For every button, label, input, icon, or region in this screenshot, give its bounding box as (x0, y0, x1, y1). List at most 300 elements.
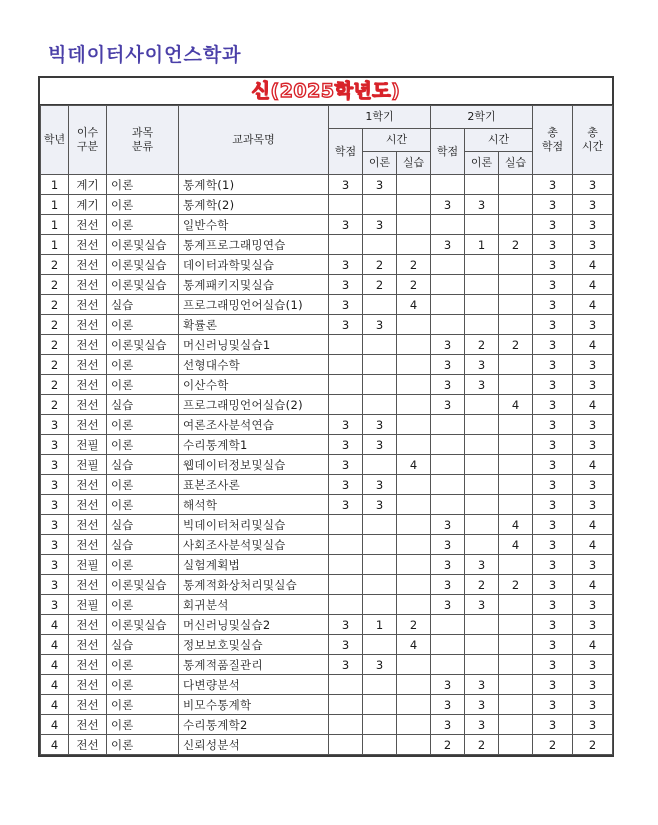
cell-course-name: 통계적화상처리및실습 (179, 575, 329, 595)
cell-subject-category: 이론및실습 (107, 575, 179, 595)
course-rows (41, 175, 613, 755)
cell-total-hours: 3 (573, 555, 613, 575)
cell-course-name: 정보보호및실습 (179, 635, 329, 655)
cell-s1-credits: 3 (329, 475, 363, 495)
cell-s2-credits: 3 (431, 195, 465, 215)
cell-s1-theory (363, 295, 397, 315)
cell-course-name: 프로그래밍언어실습(1) (179, 295, 329, 315)
cell-s2-practice: 4 (499, 535, 533, 555)
cell-total-credits: 3 (533, 695, 573, 715)
cell-total-credits: 3 (533, 715, 573, 735)
table-row (41, 355, 613, 375)
cell-total-hours: 4 (573, 295, 613, 315)
cell-s1-practice (397, 395, 431, 415)
cell-completion-type: 전선 (69, 655, 107, 675)
header-s1-hours: 시간 (363, 129, 431, 152)
cell-course-name: 수리통계학1 (179, 435, 329, 455)
cell-completion-type: 전선 (69, 515, 107, 535)
cell-subject-category: 실습 (107, 535, 179, 555)
cell-total-hours: 4 (573, 515, 613, 535)
cell-s2-theory (465, 295, 499, 315)
cell-s1-theory: 3 (363, 495, 397, 515)
cell-s1-practice (397, 675, 431, 695)
cell-s2-theory: 3 (465, 355, 499, 375)
cell-course-name: 비모수통계학 (179, 695, 329, 715)
cell-s2-credits: 3 (431, 535, 465, 555)
cell-subject-category: 이론및실습 (107, 335, 179, 355)
cell-s1-credits (329, 375, 363, 395)
cell-subject-category: 이론및실습 (107, 255, 179, 275)
cell-total-credits: 3 (533, 355, 573, 375)
cell-total-hours: 4 (573, 575, 613, 595)
cell-subject-category: 이론 (107, 475, 179, 495)
header-s2-credits: 학점 (431, 129, 465, 175)
table-row (41, 215, 613, 235)
cell-course-name: 사회조사분석및실습 (179, 535, 329, 555)
cell-subject-category: 이론 (107, 415, 179, 435)
cell-grade: 1 (41, 195, 69, 215)
cell-course-name: 데이터과학및실습 (179, 255, 329, 275)
cell-course-name: 신뢰성분석 (179, 735, 329, 755)
cell-course-name: 다변량분석 (179, 675, 329, 695)
table-header (41, 106, 613, 175)
cell-completion-type: 전선 (69, 335, 107, 355)
cell-s2-practice (499, 435, 533, 455)
cell-total-hours: 3 (573, 375, 613, 395)
cell-s2-credits (431, 435, 465, 455)
cell-s2-practice: 2 (499, 335, 533, 355)
cell-s1-theory (363, 675, 397, 695)
header-total-hours: 총 시간 (573, 106, 613, 175)
cell-s1-practice (397, 375, 431, 395)
cell-s2-theory (465, 275, 499, 295)
cell-s1-practice (397, 355, 431, 375)
cell-s2-theory: 3 (465, 675, 499, 695)
curriculum-sheet (38, 76, 614, 757)
header-semester2: 2학기 (431, 106, 533, 129)
cell-s1-practice (397, 535, 431, 555)
cell-s1-practice (397, 575, 431, 595)
cell-subject-category: 이론및실습 (107, 275, 179, 295)
cell-s2-credits: 3 (431, 575, 465, 595)
cell-s2-theory: 3 (465, 375, 499, 395)
cell-s1-practice (397, 195, 431, 215)
cell-s1-theory (363, 695, 397, 715)
cell-s2-credits (431, 455, 465, 475)
cell-completion-type: 전선 (69, 295, 107, 315)
cell-s1-theory: 3 (363, 415, 397, 435)
cell-s1-theory (363, 715, 397, 735)
cell-total-hours: 3 (573, 655, 613, 675)
cell-total-credits: 3 (533, 615, 573, 635)
cell-total-credits: 3 (533, 175, 573, 195)
cell-s2-theory: 3 (465, 195, 499, 215)
header-s2-theory: 이론 (465, 152, 499, 175)
cell-s1-practice (397, 335, 431, 355)
cell-total-credits: 2 (533, 735, 573, 755)
cell-s2-credits: 3 (431, 235, 465, 255)
cell-completion-type: 전선 (69, 735, 107, 755)
cell-s2-practice (499, 715, 533, 735)
cell-s2-practice (499, 375, 533, 395)
table-row (41, 655, 613, 675)
table-row (41, 695, 613, 715)
table-row (41, 555, 613, 575)
cell-s2-theory: 2 (465, 575, 499, 595)
cell-s1-credits (329, 595, 363, 615)
cell-s1-credits: 3 (329, 215, 363, 235)
cell-s1-theory (363, 535, 397, 555)
cell-total-credits: 3 (533, 335, 573, 355)
cell-s1-credits (329, 695, 363, 715)
cell-subject-category: 이론 (107, 175, 179, 195)
cell-subject-category: 이론 (107, 715, 179, 735)
cell-total-hours: 4 (573, 535, 613, 555)
cell-total-hours: 3 (573, 435, 613, 455)
cell-s2-credits (431, 275, 465, 295)
cell-completion-type: 전선 (69, 475, 107, 495)
cell-subject-category: 이론 (107, 675, 179, 695)
cell-s2-credits: 3 (431, 695, 465, 715)
cell-s2-credits: 2 (431, 735, 465, 755)
header-grade: 학년 (41, 106, 69, 175)
cell-grade: 4 (41, 635, 69, 655)
cell-s1-practice (397, 415, 431, 435)
cell-total-credits: 3 (533, 555, 573, 575)
cell-grade: 2 (41, 375, 69, 395)
cell-s2-theory (465, 635, 499, 655)
cell-completion-type: 전선 (69, 235, 107, 255)
cell-completion-type: 계기 (69, 175, 107, 195)
cell-s1-credits (329, 555, 363, 575)
cell-s2-credits (431, 415, 465, 435)
cell-s1-credits (329, 235, 363, 255)
cell-s1-theory (363, 375, 397, 395)
cell-completion-type: 전선 (69, 715, 107, 735)
cell-s2-practice (499, 175, 533, 195)
cell-completion-type: 전선 (69, 275, 107, 295)
table-row (41, 575, 613, 595)
cell-s1-theory: 2 (363, 275, 397, 295)
cell-total-credits: 3 (533, 675, 573, 695)
cell-completion-type: 전필 (69, 435, 107, 455)
cell-s1-theory: 3 (363, 435, 397, 455)
cell-s1-theory: 3 (363, 475, 397, 495)
header-s2-practice: 실습 (499, 152, 533, 175)
cell-s1-practice: 4 (397, 455, 431, 475)
cell-grade: 3 (41, 435, 69, 455)
cell-s2-theory (465, 395, 499, 415)
cell-completion-type: 전선 (69, 395, 107, 415)
cell-s1-theory (363, 555, 397, 575)
cell-subject-category: 이론 (107, 375, 179, 395)
cell-s1-theory (363, 355, 397, 375)
cell-s1-theory (363, 575, 397, 595)
cell-s2-practice (499, 295, 533, 315)
cell-s1-credits (329, 355, 363, 375)
cell-s2-practice (499, 215, 533, 235)
cell-subject-category: 이론 (107, 735, 179, 755)
cell-course-name: 머신러닝및실습1 (179, 335, 329, 355)
cell-s2-practice: 4 (499, 515, 533, 535)
cell-total-hours: 4 (573, 335, 613, 355)
cell-total-hours: 3 (573, 615, 613, 635)
cell-s1-theory (363, 395, 397, 415)
cell-total-credits: 3 (533, 455, 573, 475)
cell-s1-theory (363, 235, 397, 255)
table-row (41, 375, 613, 395)
cell-total-hours: 3 (573, 215, 613, 235)
cell-s1-theory (363, 195, 397, 215)
table-row (41, 455, 613, 475)
cell-grade: 4 (41, 695, 69, 715)
cell-s1-practice (397, 215, 431, 235)
cell-subject-category: 이론 (107, 695, 179, 715)
cell-subject-category: 이론 (107, 595, 179, 615)
cell-s1-practice: 4 (397, 635, 431, 655)
table-row (41, 615, 613, 635)
cell-s2-theory (465, 175, 499, 195)
cell-course-name: 일반수학 (179, 215, 329, 235)
cell-subject-category: 이론 (107, 655, 179, 675)
cell-total-hours: 2 (573, 735, 613, 755)
table-row (41, 475, 613, 495)
cell-completion-type: 전선 (69, 415, 107, 435)
cell-completion-type: 전선 (69, 215, 107, 235)
cell-s2-credits: 3 (431, 715, 465, 735)
cell-completion-type: 전선 (69, 355, 107, 375)
cell-s2-credits: 3 (431, 515, 465, 535)
cell-total-hours: 3 (573, 495, 613, 515)
cell-grade: 4 (41, 615, 69, 635)
cell-s1-credits (329, 335, 363, 355)
cell-total-hours: 4 (573, 455, 613, 475)
cell-course-name: 통계적품질관리 (179, 655, 329, 675)
cell-total-credits: 3 (533, 595, 573, 615)
cell-s2-practice (499, 255, 533, 275)
cell-s2-theory: 3 (465, 695, 499, 715)
cell-s2-practice (499, 615, 533, 635)
cell-grade: 2 (41, 395, 69, 415)
cell-completion-type: 전필 (69, 555, 107, 575)
cell-s1-theory (363, 335, 397, 355)
cell-course-name: 통계학(1) (179, 175, 329, 195)
header-subject-category: 과목 분류 (107, 106, 179, 175)
cell-s1-credits: 3 (329, 495, 363, 515)
cell-course-name: 표본조사론 (179, 475, 329, 495)
cell-grade: 2 (41, 335, 69, 355)
cell-s2-theory (465, 215, 499, 235)
cell-s2-theory: 2 (465, 335, 499, 355)
cell-s1-credits (329, 195, 363, 215)
cell-total-credits: 3 (533, 235, 573, 255)
cell-total-hours: 4 (573, 395, 613, 415)
cell-grade: 4 (41, 675, 69, 695)
cell-s2-theory (465, 435, 499, 455)
cell-s1-theory: 3 (363, 655, 397, 675)
table-row (41, 675, 613, 695)
cell-s1-practice: 2 (397, 275, 431, 295)
cell-s2-practice: 2 (499, 575, 533, 595)
cell-subject-category: 이론 (107, 355, 179, 375)
cell-completion-type: 전선 (69, 695, 107, 715)
cell-s2-practice (499, 495, 533, 515)
table-row (41, 515, 613, 535)
cell-s1-theory (363, 455, 397, 475)
cell-s2-practice (499, 355, 533, 375)
header-s1-theory: 이론 (363, 152, 397, 175)
cell-s2-credits (431, 495, 465, 515)
cell-total-credits: 3 (533, 495, 573, 515)
cell-s1-practice (397, 175, 431, 195)
cell-s2-credits (431, 615, 465, 635)
cell-course-name: 통계학(2) (179, 195, 329, 215)
cell-course-name: 수리통계학2 (179, 715, 329, 735)
cell-s2-theory: 3 (465, 555, 499, 575)
cell-total-hours: 3 (573, 675, 613, 695)
cell-grade: 2 (41, 295, 69, 315)
cell-total-hours: 3 (573, 715, 613, 735)
cell-s1-theory: 2 (363, 255, 397, 275)
cell-total-hours: 3 (573, 235, 613, 255)
cell-grade: 3 (41, 475, 69, 495)
cell-total-hours: 4 (573, 275, 613, 295)
cell-s1-theory (363, 595, 397, 615)
cell-grade: 1 (41, 235, 69, 255)
cell-s1-theory: 3 (363, 175, 397, 195)
cell-completion-type: 전선 (69, 375, 107, 395)
department-title: 빅데이터사이언스학과 (48, 44, 242, 66)
cell-s1-theory: 3 (363, 315, 397, 335)
header-s1-credits: 학점 (329, 129, 363, 175)
cell-subject-category: 이론 (107, 555, 179, 575)
cell-s1-credits (329, 515, 363, 535)
cell-s1-credits: 3 (329, 435, 363, 455)
cell-completion-type: 전선 (69, 575, 107, 595)
cell-total-credits: 3 (533, 315, 573, 335)
cell-s2-theory (465, 415, 499, 435)
cell-grade: 1 (41, 175, 69, 195)
cell-s1-credits: 3 (329, 455, 363, 475)
header-completion-type: 이수 구분 (69, 106, 107, 175)
cell-s2-practice (499, 675, 533, 695)
cell-grade: 4 (41, 735, 69, 755)
cell-s1-practice (397, 475, 431, 495)
cell-s2-credits (431, 175, 465, 195)
cell-grade: 3 (41, 495, 69, 515)
cell-s1-credits: 3 (329, 655, 363, 675)
curriculum-table (40, 105, 613, 755)
cell-course-name: 회귀분석 (179, 595, 329, 615)
cell-s1-credits (329, 535, 363, 555)
header-s2-hours: 시간 (465, 129, 533, 152)
cell-total-credits: 3 (533, 655, 573, 675)
cell-s1-practice (397, 655, 431, 675)
cell-s2-practice (499, 475, 533, 495)
cell-subject-category: 이론및실습 (107, 235, 179, 255)
cell-total-hours: 3 (573, 195, 613, 215)
cell-s2-credits: 3 (431, 355, 465, 375)
curriculum-title: 신(2025학년도) (40, 78, 612, 105)
cell-subject-category: 이론 (107, 215, 179, 235)
cell-grade: 1 (41, 215, 69, 235)
cell-s2-credits: 3 (431, 335, 465, 355)
table-row (41, 295, 613, 315)
cell-subject-category: 실습 (107, 635, 179, 655)
cell-course-name: 해석학 (179, 495, 329, 515)
cell-subject-category: 이론 (107, 435, 179, 455)
table-row (41, 275, 613, 295)
cell-s2-theory (465, 315, 499, 335)
cell-total-credits: 3 (533, 575, 573, 595)
cell-s1-credits: 3 (329, 315, 363, 335)
cell-s2-credits (431, 315, 465, 335)
cell-grade: 2 (41, 275, 69, 295)
cell-course-name: 웹데이터정보및실습 (179, 455, 329, 475)
cell-total-credits: 3 (533, 415, 573, 435)
table-row (41, 495, 613, 515)
cell-grade: 3 (41, 595, 69, 615)
cell-course-name: 실험계획법 (179, 555, 329, 575)
cell-s2-practice (499, 555, 533, 575)
header-total-credits: 총 학점 (533, 106, 573, 175)
cell-s2-theory (465, 655, 499, 675)
cell-completion-type: 전필 (69, 595, 107, 615)
cell-course-name: 빅데이터처리및실습 (179, 515, 329, 535)
table-row (41, 535, 613, 555)
cell-total-hours: 3 (573, 355, 613, 375)
cell-s1-credits: 3 (329, 255, 363, 275)
cell-s2-credits (431, 475, 465, 495)
cell-course-name: 통계패키지및실습 (179, 275, 329, 295)
cell-s1-practice: 4 (397, 295, 431, 315)
cell-total-hours: 4 (573, 635, 613, 655)
cell-s1-theory: 1 (363, 615, 397, 635)
cell-completion-type: 전선 (69, 635, 107, 655)
table-row (41, 595, 613, 615)
cell-s1-practice: 2 (397, 615, 431, 635)
cell-course-name: 프로그래밍언어실습(2) (179, 395, 329, 415)
cell-s2-theory (465, 515, 499, 535)
cell-grade: 3 (41, 575, 69, 595)
cell-course-name: 여론조사분석연습 (179, 415, 329, 435)
cell-s1-credits: 3 (329, 295, 363, 315)
cell-course-name: 선형대수학 (179, 355, 329, 375)
cell-s1-practice (397, 595, 431, 615)
cell-s2-practice (499, 415, 533, 435)
cell-s1-practice (397, 735, 431, 755)
cell-s2-practice (499, 315, 533, 335)
cell-s2-theory (465, 615, 499, 635)
cell-s2-practice: 2 (499, 235, 533, 255)
cell-course-name: 이산수학 (179, 375, 329, 395)
cell-s2-theory (465, 455, 499, 475)
cell-total-credits: 3 (533, 295, 573, 315)
cell-total-credits: 3 (533, 275, 573, 295)
cell-completion-type: 전선 (69, 535, 107, 555)
cell-course-name: 통계프로그래밍연습 (179, 235, 329, 255)
cell-s1-credits (329, 395, 363, 415)
table-row (41, 255, 613, 275)
cell-s1-credits: 3 (329, 635, 363, 655)
cell-grade: 4 (41, 655, 69, 675)
cell-s2-practice (499, 735, 533, 755)
cell-s2-theory (465, 255, 499, 275)
cell-total-hours: 3 (573, 595, 613, 615)
cell-s1-theory: 3 (363, 215, 397, 235)
cell-total-credits: 3 (533, 535, 573, 555)
cell-grade: 3 (41, 555, 69, 575)
